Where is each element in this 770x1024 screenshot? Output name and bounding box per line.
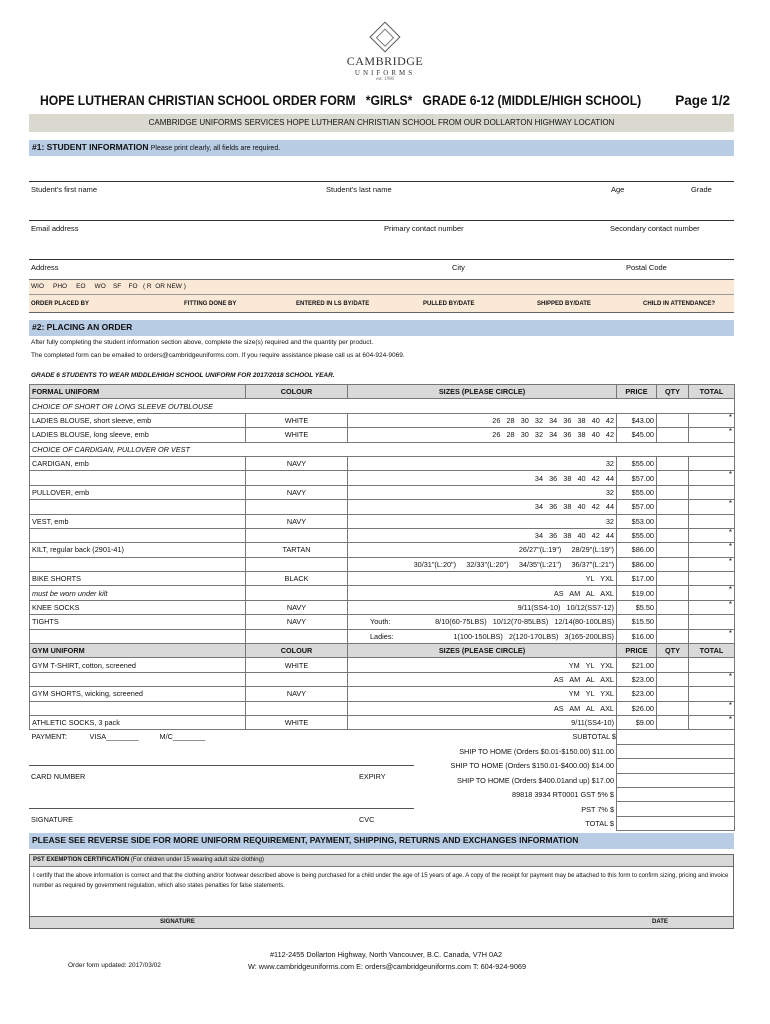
qty-cell[interactable] [657, 615, 689, 629]
visa-option[interactable]: VISA________ [89, 732, 139, 742]
item-name: VEST, emb [30, 514, 246, 528]
table-row [30, 514, 735, 528]
table-row [30, 586, 735, 600]
total-cell[interactable] [689, 715, 735, 729]
form-updated: Order form updated: 2017/03/02 [68, 962, 161, 969]
qty-cell[interactable] [657, 413, 689, 427]
total-cell[interactable] [689, 413, 735, 427]
table-row [30, 687, 735, 701]
reverse-note-band [29, 833, 734, 849]
total-cell[interactable] [689, 471, 735, 485]
pst-certification-text: I certify that the above information is correct and that the clothing and/or footwear described above is being purchased for a child under the age of 15 years of age. A copy of the receipt for payment may be attached to this form to confirm sizing, pricing and invoice number as required by government regulation, which also states penalties for false statements. [33, 873, 729, 889]
office-use-box [29, 279, 734, 313]
ship-tier-3-cell[interactable] [617, 773, 735, 787]
table-row [30, 399, 735, 413]
item-price: $5.50 [617, 600, 657, 614]
item-colour: NAVY [246, 615, 348, 629]
primary-contact-field[interactable]: Primary contact number [384, 224, 464, 233]
footer-contact: W: www.cambridgeuniforms.com E: orders@cambridgeuniforms.com T: 604-924-9069 [248, 962, 527, 971]
total-cell[interactable] [689, 543, 735, 557]
table-row [30, 413, 735, 427]
footer-address: #112-2455 Dollarton Highway, North Vancouver, B.C. Canada, V7H 0A2 [270, 950, 503, 959]
size-options[interactable]: 32 [348, 514, 617, 528]
gym-header-item: GYM UNIFORM [30, 644, 246, 658]
qty-cell[interactable] [657, 428, 689, 442]
item-name: LADIES BLOUSE, long sleeve, emb [30, 428, 246, 442]
youth-sizes: 8/10(60-75LBS) 10/12(70-85LBS) 12/14(80-100LBS) [435, 617, 614, 627]
office-entered: ENTERED IN LS BY/DATE [296, 301, 370, 307]
formal-header-price: PRICE [617, 385, 657, 399]
size-options[interactable]: 26/27"(L:19") 28/29"(L:19") [348, 543, 617, 557]
size-options[interactable]: 26 28 30 32 34 36 38 40 42 [348, 428, 617, 442]
office-order-placed: ORDER PLACED BY [31, 301, 90, 307]
total-cell[interactable] [689, 428, 735, 442]
qty-cell[interactable] [657, 715, 689, 729]
item-name: GYM T-SHIRT, cotton, screened [30, 658, 246, 672]
grand-total-cell[interactable] [617, 816, 735, 830]
size-options[interactable]: 26 28 30 32 34 36 38 40 42 [348, 413, 617, 427]
office-attendance: CHILD IN ATTENDANCE? [643, 301, 715, 307]
item-note: must be worn under kilt [30, 586, 246, 600]
order-type-codes: WIO PHO EO WO SF FO ( R OR NEW ) [31, 283, 186, 290]
divider [29, 808, 414, 809]
table-row [30, 701, 735, 715]
size-options[interactable]: AS AM AL AXL [348, 586, 617, 600]
age-field[interactable]: Age [611, 185, 625, 194]
item-price: $45.00 [617, 428, 657, 442]
qty-cell[interactable] [657, 528, 689, 542]
first-name-field[interactable]: Student's first name [31, 185, 98, 194]
office-fitting: FITTING DONE BY [184, 301, 237, 307]
total-cell[interactable] [689, 600, 735, 614]
item-price: $55.00 [617, 528, 657, 542]
item-colour: WHITE [246, 658, 348, 672]
item-colour: NAVY [246, 687, 348, 701]
gym-header-row [30, 644, 735, 658]
table-row [30, 629, 735, 643]
ship-tier-3: SHIP TO HOME (Orders $400.01and up) $17.00 [457, 775, 614, 785]
form-title: HOPE LUTHERAN CHRISTIAN SCHOOL ORDER FORM *GIRLS* GRADE 6-12 (MIDDLE/HIGH SCHOOL) [40, 93, 642, 108]
qty-cell[interactable] [657, 600, 689, 614]
item-price: $26.00 [617, 701, 657, 715]
size-options[interactable]: 34 36 38 40 42 44 [348, 528, 617, 542]
qty-cell[interactable] [657, 485, 689, 499]
table-row [30, 528, 735, 542]
pst-exemption-box [29, 854, 734, 929]
total-cell[interactable] [689, 500, 735, 514]
summary-row [30, 816, 735, 830]
ladies-label: Ladies: [370, 631, 394, 641]
table-row [30, 557, 735, 571]
table-row [30, 442, 735, 456]
cardigan-choice-label: CHOICE OF CARDIGAN, PULLOVER OR VEST [30, 442, 735, 456]
divider [29, 181, 734, 182]
cvc-field[interactable]: CVC [359, 815, 375, 824]
ship-tier-1: SHIP TO HOME (Orders $0.01-$150.00) $11.00 [459, 746, 614, 756]
item-price: $53.00 [617, 514, 657, 528]
item-colour: TARTAN [246, 543, 348, 557]
subtotal-cell[interactable] [617, 730, 735, 744]
total-cell[interactable] [689, 528, 735, 542]
total-cell[interactable] [689, 672, 735, 686]
qty-cell[interactable] [657, 687, 689, 701]
size-options[interactable] [348, 615, 617, 629]
gst-cell[interactable] [617, 787, 735, 801]
page-number: Page 1/2 [675, 93, 730, 108]
youth-label: Youth: [370, 617, 391, 627]
item-colour: WHITE [246, 428, 348, 442]
table-row [30, 500, 735, 514]
qty-cell[interactable] [657, 701, 689, 715]
size-options[interactable]: 32 [348, 485, 617, 499]
total-label: TOTAL $ [585, 818, 614, 828]
expiry-field[interactable]: EXPIRY [359, 772, 386, 781]
total-cell[interactable] [689, 572, 735, 586]
item-name: ATHLETIC SOCKS, 3 pack [30, 715, 246, 729]
item-price: $19.00 [617, 586, 657, 600]
qty-cell[interactable] [657, 586, 689, 600]
formal-header-colour: COLOUR [246, 385, 348, 399]
item-price: $55.00 [617, 456, 657, 470]
item-name: CARDIGAN, emb [30, 456, 246, 470]
qty-cell[interactable] [657, 456, 689, 470]
item-colour: NAVY [246, 456, 348, 470]
student-heading: #1: STUDENT INFORMATION [32, 142, 149, 152]
item-colour: WHITE [246, 715, 348, 729]
payment-label: PAYMENT: [31, 732, 67, 742]
divider [29, 259, 734, 260]
ladies-sizes: 1(100-150LBS) 2(120-170LBS) 3(165-200LBS) [453, 631, 614, 641]
logo-sub: UNIFORMS [354, 69, 416, 77]
last-name-field[interactable]: Student's last name [326, 185, 392, 194]
item-name: LADIES BLOUSE, short sleeve, emb [30, 413, 246, 427]
item-price: $21.00 [617, 658, 657, 672]
item-name: KILT, regular back (2901-41) [30, 543, 246, 557]
mc-option[interactable]: M/C________ [159, 732, 206, 742]
ship-tier-2: SHIP TO HOME (Orders $150.01-$400.00) $14.00 [450, 761, 614, 771]
pst-heading: PST EXEMPTION CERTIFICATION [33, 857, 130, 863]
logo-est: est. 1996 [375, 77, 395, 82]
secondary-contact-field[interactable]: Secondary contact number [610, 224, 700, 233]
gym-header-sizes: SIZES (PLEASE CIRCLE) [348, 644, 617, 658]
company-logo [335, 22, 435, 82]
address-field[interactable]: Address [31, 263, 59, 272]
student-section-header [29, 140, 734, 156]
summary-row [30, 802, 735, 816]
qty-cell[interactable] [657, 500, 689, 514]
item-colour: NAVY [246, 600, 348, 614]
size-options[interactable]: 34 36 38 40 42 44 [348, 471, 617, 485]
table-row [30, 428, 735, 442]
pst-header [30, 855, 733, 867]
grade-note: GRADE 6 STUDENTS TO WEAR MIDDLE/HIGH SCHOOL UNIFORM FOR 2017/2018 SCHOOL YEAR. [31, 372, 335, 379]
formal-header-sizes: SIZES (PLEASE CIRCLE) [348, 385, 617, 399]
total-cell[interactable] [689, 557, 735, 571]
table-row [30, 658, 735, 672]
item-colour: NAVY [246, 485, 348, 499]
pst-cell[interactable] [617, 802, 735, 816]
table-row [30, 456, 735, 470]
gym-header-qty: QTY [657, 644, 689, 658]
size-options[interactable]: YM YL YXL [348, 658, 617, 672]
subtotal-label: SUBTOTAL $ [572, 732, 616, 742]
total-cell[interactable] [689, 658, 735, 672]
qty-cell[interactable] [657, 514, 689, 528]
divider [29, 765, 414, 766]
pst-signature-field[interactable]: SIGNATURE [160, 919, 195, 925]
summary-row [30, 744, 735, 758]
pst-label: PST 7% $ [581, 804, 614, 814]
total-cell[interactable] [689, 629, 735, 643]
table-row [30, 615, 735, 629]
pst-date-field[interactable]: DATE [652, 919, 668, 925]
logo-name: CAMBRIDGE [346, 54, 424, 68]
item-name: TIGHTS [30, 615, 246, 629]
item-price: $86.00 [617, 543, 657, 557]
student-note: Please print clearly, all fields are required. [150, 145, 281, 152]
placing-heading: #2: PLACING AN ORDER [32, 322, 133, 332]
grade-field[interactable]: Grade [691, 185, 712, 194]
total-cell[interactable] [689, 687, 735, 701]
placing-instructions-1: After fully completing the student information section above, complete the size(s) required and the quantity per product. [31, 339, 374, 346]
item-colour: WHITE [246, 413, 348, 427]
pst-signature-bar [30, 916, 733, 928]
table-row [30, 672, 735, 686]
diamond-emblem-icon [369, 21, 400, 52]
item-price: $23.00 [617, 672, 657, 686]
item-name: PULLOVER, emb [30, 485, 246, 499]
item-price: $57.00 [617, 471, 657, 485]
total-cell[interactable] [689, 456, 735, 470]
subtitle-band: CAMBRIDGE UNIFORMS SERVICES HOPE LUTHERAN CHRISTIAN SCHOOL FROM OUR DOLLARTON HIGHWAY LOCATION [29, 114, 734, 132]
item-price: $16.00 [617, 629, 657, 643]
total-cell[interactable] [689, 514, 735, 528]
qty-cell[interactable] [657, 672, 689, 686]
postal-code-field[interactable]: Postal Code [626, 263, 667, 272]
size-options[interactable]: 9/11(SS4-10) [348, 715, 617, 729]
qty-cell[interactable] [657, 471, 689, 485]
city-field[interactable]: City [452, 263, 465, 272]
summary-row [30, 787, 735, 801]
formal-header-row [30, 385, 735, 399]
ship-tier-2-cell[interactable] [617, 759, 735, 773]
size-options[interactable]: 34 36 38 40 42 44 [348, 500, 617, 514]
table-row [30, 543, 735, 557]
table-row [30, 572, 735, 586]
placing-instructions-2: The completed form can be emailed to orders@cambridgeuniforms.com. If you require assistance please call us at 604-924-9069. [31, 352, 405, 359]
gst-label: 89818 3934 RT0001 GST 5% $ [512, 790, 614, 800]
email-field[interactable]: Email address [31, 224, 79, 233]
office-shipped: SHIPPED BY/DATE [537, 301, 591, 307]
card-number-field[interactable]: CARD NUMBER [31, 772, 86, 781]
size-options[interactable]: AS AM AL AXL [348, 672, 617, 686]
total-cell[interactable] [689, 615, 735, 629]
item-colour: BLACK [246, 572, 348, 586]
size-options[interactable]: 30/31"(L:20") 32/33"(L:20") 34/35"(L:21") 36/37"(L:21") [348, 557, 617, 571]
item-price: $23.00 [617, 687, 657, 701]
size-options[interactable]: YM YL YXL [348, 687, 617, 701]
item-name: GYM SHORTS, wicking, screened [30, 687, 246, 701]
total-cell[interactable] [689, 586, 735, 600]
size-options[interactable]: YL YXL [348, 572, 617, 586]
blouse-choice-label: CHOICE OF SHORT OR LONG SLEEVE OUTBLOUSE [30, 399, 735, 413]
formal-header-qty: QTY [657, 385, 689, 399]
qty-cell[interactable] [657, 572, 689, 586]
size-options[interactable]: AS AM AL AXL [348, 701, 617, 715]
gym-header-colour: COLOUR [246, 644, 348, 658]
qty-cell[interactable] [657, 543, 689, 557]
item-colour: NAVY [246, 514, 348, 528]
divider [29, 220, 734, 221]
total-cell[interactable] [689, 485, 735, 499]
table-row [30, 471, 735, 485]
item-price: $86.00 [617, 557, 657, 571]
office-pulled: PULLED BY/DATE [423, 301, 475, 307]
reverse-note: PLEASE SEE REVERSE SIDE FOR MORE UNIFORM REQUIREMENT, PAYMENT, SHIPPING, RETURNS AND EXCHANGES INFORMATION [32, 835, 579, 845]
table-row [30, 485, 735, 499]
item-price: $43.00 [617, 413, 657, 427]
size-options[interactable]: 9/11(SS4-10) 10/12(SS7-12) [348, 600, 617, 614]
item-price: $55.00 [617, 485, 657, 499]
size-options[interactable]: 32 [348, 456, 617, 470]
item-price: $9.00 [617, 715, 657, 729]
table-row [30, 715, 735, 729]
item-name: KNEE SOCKS [30, 600, 246, 614]
formal-header-item: FORMAL UNIFORM [30, 385, 246, 399]
item-price: $15.50 [617, 615, 657, 629]
qty-cell[interactable] [657, 629, 689, 643]
summary-row [30, 730, 735, 744]
gym-header-price: PRICE [617, 644, 657, 658]
qty-cell[interactable] [657, 557, 689, 571]
total-cell[interactable] [689, 701, 735, 715]
ship-tier-1-cell[interactable] [617, 744, 735, 758]
item-price: $57.00 [617, 500, 657, 514]
table-row [30, 600, 735, 614]
item-name: BIKE SHORTS [30, 572, 246, 586]
gym-header-total: TOTAL [689, 644, 735, 658]
pst-heading-note: (For children under 15 wearing adult size clothing) [130, 857, 264, 863]
formal-header-total: TOTAL [689, 385, 735, 399]
item-price: $17.00 [617, 572, 657, 586]
qty-cell[interactable] [657, 658, 689, 672]
size-options[interactable] [348, 629, 617, 643]
placing-section-header [29, 320, 734, 336]
signature-field[interactable]: SIGNATURE [31, 815, 74, 824]
